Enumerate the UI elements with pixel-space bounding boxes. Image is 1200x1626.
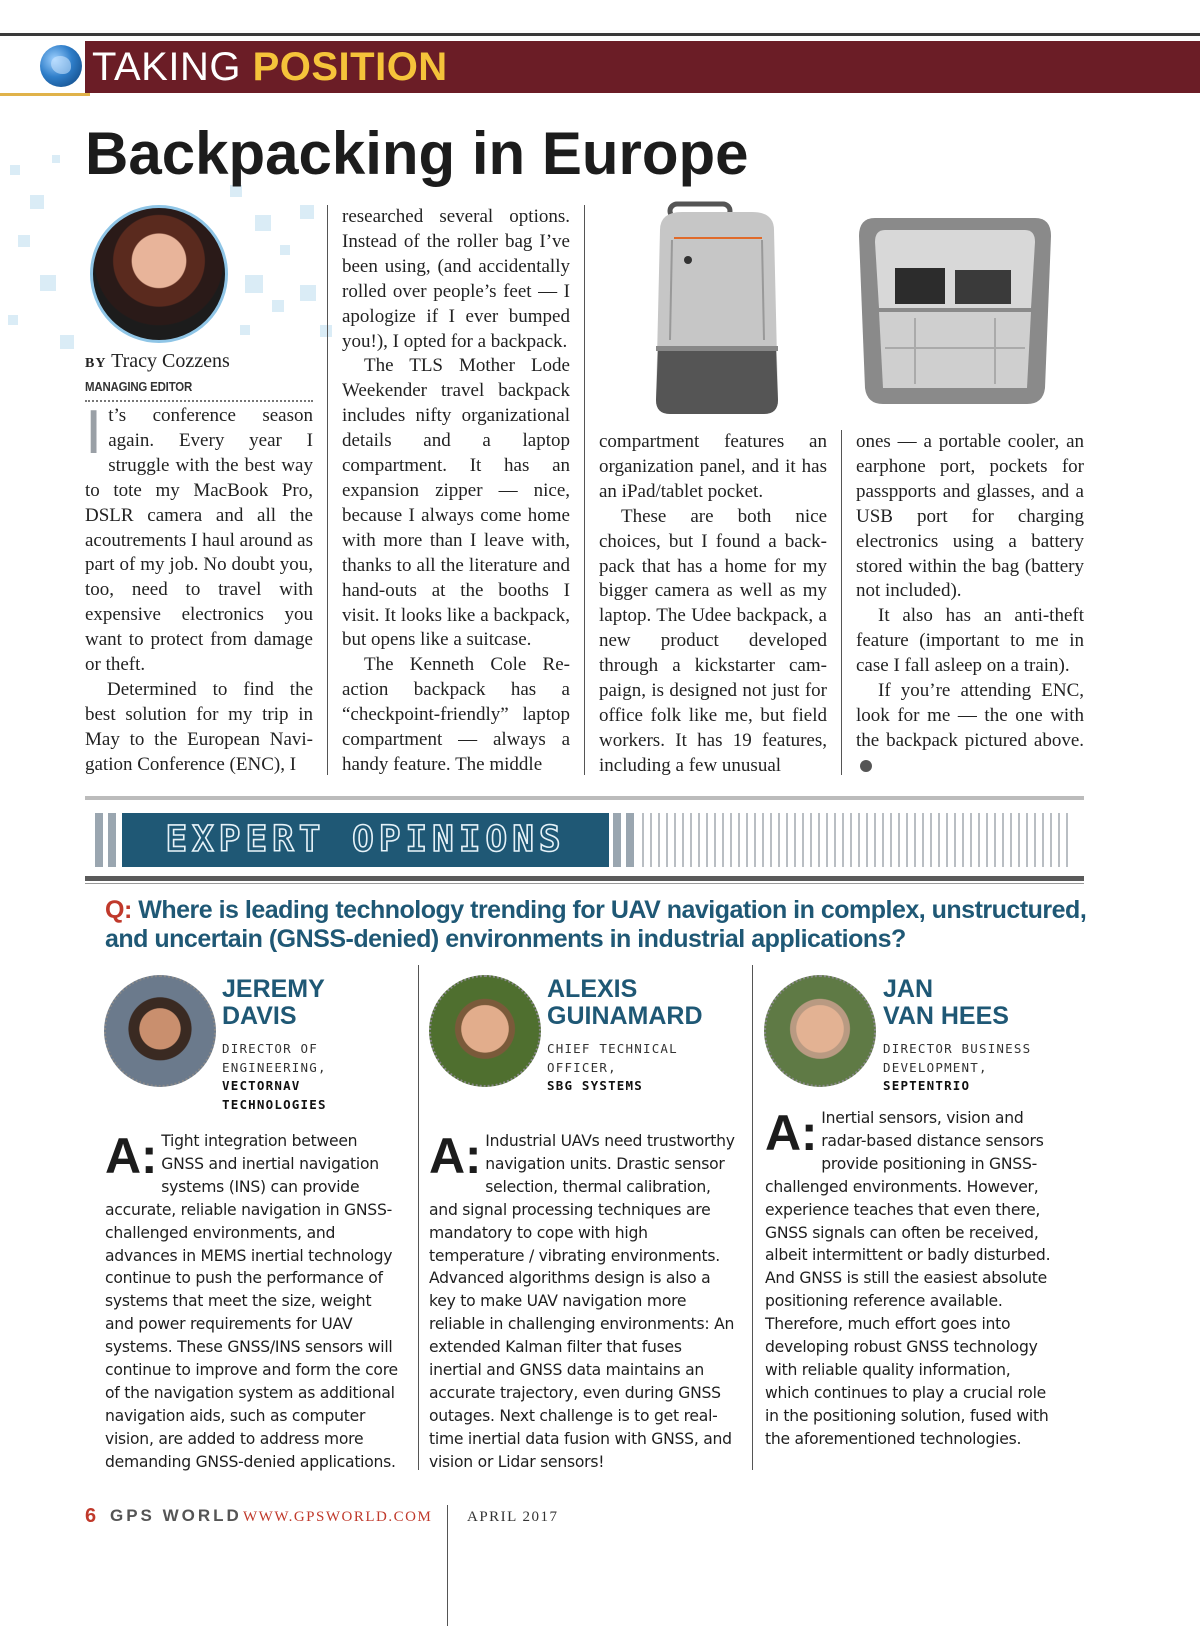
expert-opinions-title: EXPERT OPINIONS xyxy=(165,819,566,860)
byline xyxy=(85,350,230,373)
article-paragraph: compartment features an organization panel, and it has an iPad/tablet pocket. xyxy=(599,431,827,502)
header-top-rule xyxy=(0,33,1200,36)
author-photo xyxy=(90,205,228,343)
article-paragraph: If you’re attending ENC, look for me — the one with the backpack pictured above. xyxy=(856,679,1084,779)
expert-company: VECTORNAV xyxy=(222,1078,301,1093)
expert-answer: A: Tight integration between GNSS and inertial navigation systems (INS) can provide accurate, reliable navigation in GNSS-challenged environments, and advances in MEMS inertial technology continue to push the performance of systems that meet the size, weight and power requirements for UAV systems. These GNSS/INS sensors will continue to improve and form the core of the navigation system as additional navigation aids, such as computer vision, are added to address more demanding GNSS-denied applications. xyxy=(105,1128,398,1471)
backpack-open-image xyxy=(855,208,1055,408)
author-role: MANAGING EDITOR xyxy=(85,379,193,394)
article-column-4 xyxy=(856,430,1084,779)
article-paragraph: It’s conference season again. Every year I struggle with the best way to tote my MacBook Pro, DSLR camera and all the acoutrements I haul around as part of my job. No doubt you, too, need to travel with expensive electronics you want to protect from damage or theft. xyxy=(85,398,313,676)
banner-stripes xyxy=(642,813,1074,867)
article-paragraph: The TLS Mother Lode Weekender travel backpack includes nifty organizational details and a laptop compartment. It has an expansion zipper — nice, because I always come home with more than I leave with, thanks to all the literature and hand-outs at the booths I visit. It looks like a backpack, but opens like a suitcase. xyxy=(342,355,570,651)
section-title-light: TAKING xyxy=(92,45,253,89)
answer-label: A: xyxy=(765,1105,818,1161)
magazine-url: WWW.GPSWORLD.COM xyxy=(243,1509,433,1525)
banner-bar xyxy=(108,813,116,867)
article-column-1 xyxy=(85,398,313,778)
question xyxy=(105,896,1095,954)
expert-photo xyxy=(104,975,216,1087)
column-rule xyxy=(584,205,585,775)
expert-name: JEREMY DAVIS xyxy=(222,975,325,1030)
byline-prefix: BY xyxy=(85,356,107,371)
expert-name: JAN VAN HEES xyxy=(883,975,1009,1030)
drop-cap: I xyxy=(85,398,103,467)
byline-divider xyxy=(85,400,313,402)
expert-title: CHIEF TECHNICAL OFFICER, SBG SYSTEMS xyxy=(547,1040,678,1096)
article-headline: Backpacking in Europe xyxy=(85,120,749,187)
banner-bottom-rule xyxy=(85,876,1084,881)
expert-company: TECHNOLOGIES xyxy=(222,1096,327,1112)
expert-column-rule xyxy=(418,965,419,1470)
banner-bar xyxy=(95,813,103,867)
article-paragraph: The Kenneth Cole Reaction backpack has a “checkpoint-friendly” laptop compartment — always a handy feature. The middle xyxy=(342,654,570,775)
column-rule xyxy=(327,205,328,775)
expert-photo xyxy=(429,975,541,1087)
banner-bottom-rule xyxy=(85,883,1084,884)
question-text: Where is leading technology trending for UAV navigation in complex, unstructured, and uncertain (GNSS-denied) environments in industrial applications? xyxy=(105,896,1087,953)
footer-rule xyxy=(447,1505,448,1626)
article-paragraph: ones — a portable cooler, an earphone port, pockets for passpports and glasses, and a USB port for charging electronics using a battery stored within the bag (battery not included). xyxy=(856,431,1084,602)
article-column-2 xyxy=(342,205,570,778)
globe-icon-land xyxy=(51,56,71,74)
article-paragraph: These are both nice choices, but I found a backpack that has a home for my bigger camera as well as my laptop. The Udee backpack, a new product developed through a kickstarter campaign, is designed not just for office folk like me, but field workers. It has 19 features, including a few unusual xyxy=(599,505,827,776)
banner-bar xyxy=(613,813,621,867)
issue-date: APRIL 2017 xyxy=(467,1509,559,1525)
article-paragraph: researched several options. Instead of the roller bag I’ve been using, (and accidentally rolled over people’s feet — I apologize if I ever bumped you!), I opted for a backpack. xyxy=(342,206,570,352)
column-rule xyxy=(841,430,842,775)
banner-bar xyxy=(626,813,634,867)
expert-title: DIRECTOR BUSINESS DEVELOPMENT, SEPTENTRIO xyxy=(883,1040,1031,1096)
article-paragraph: It also has an anti-theft feature (important to me in case I fall asleep on a train). xyxy=(856,605,1084,677)
author-name: Tracy Cozzens xyxy=(111,350,230,372)
section-title-bold: POSITION xyxy=(252,45,448,89)
expert-name: ALEXIS GUINAMARD xyxy=(547,975,703,1030)
article-column-3 xyxy=(599,430,827,779)
expert-company: SEPTENTRIO xyxy=(883,1078,971,1093)
banner-top-rule xyxy=(85,796,1084,800)
header-bottom-rule xyxy=(0,93,90,96)
expert-photo xyxy=(764,975,876,1087)
page-number: 6 xyxy=(85,1505,97,1527)
section-title xyxy=(92,42,448,92)
magazine-name: GPS WORLD xyxy=(110,1506,242,1525)
expert-title: DIRECTOR OF ENGINEERING, VECTORNAV TECHNOLOGIES xyxy=(222,1040,327,1114)
expert-column-rule xyxy=(752,965,753,1470)
question-label: Q: xyxy=(105,896,132,924)
answer-label: A: xyxy=(105,1128,158,1184)
backpack-closed-image xyxy=(642,200,792,420)
answer-label: A: xyxy=(429,1128,482,1184)
article-paragraph: Determined to find the best solution for my trip in May to the European Navigation Conference (ENC), I xyxy=(85,678,313,775)
end-mark-icon xyxy=(860,760,872,772)
expert-company: SBG SYSTEMS xyxy=(547,1078,643,1093)
expert-answer: A: Industrial UAVs need trustworthy navigation units. Drastic sensor selection, thermal calibration, and signal processing techniques are mandatory to cope with high temperature / vibrating environments. Advanced algorithms design is also a key to make UAV navigation more reliable in challenging environments: An extended Kalman filter that fuses inertial and GNSS data maintains an accurate trajectory, even during GNSS outages. Next challenge is to get real-time inertial data fusion with GNSS, and vision or Lidar sensors! xyxy=(429,1128,735,1471)
expert-answer: A: Inertial sensors, vision and radar-based distance sensors provide positioning in GNSS-challenged environments. However, experience teaches that even there, GNSS signals can often be received, albeit intermittent or badly disturbed. And GNSS is still the easiest absolute positioning reference available. Therefore, much effort goes into developing robust GNSS technology with reliable quality information, which continues to play a crucial role in the positioning solution, fused with the aforementioned technologies. xyxy=(765,1105,1051,1448)
